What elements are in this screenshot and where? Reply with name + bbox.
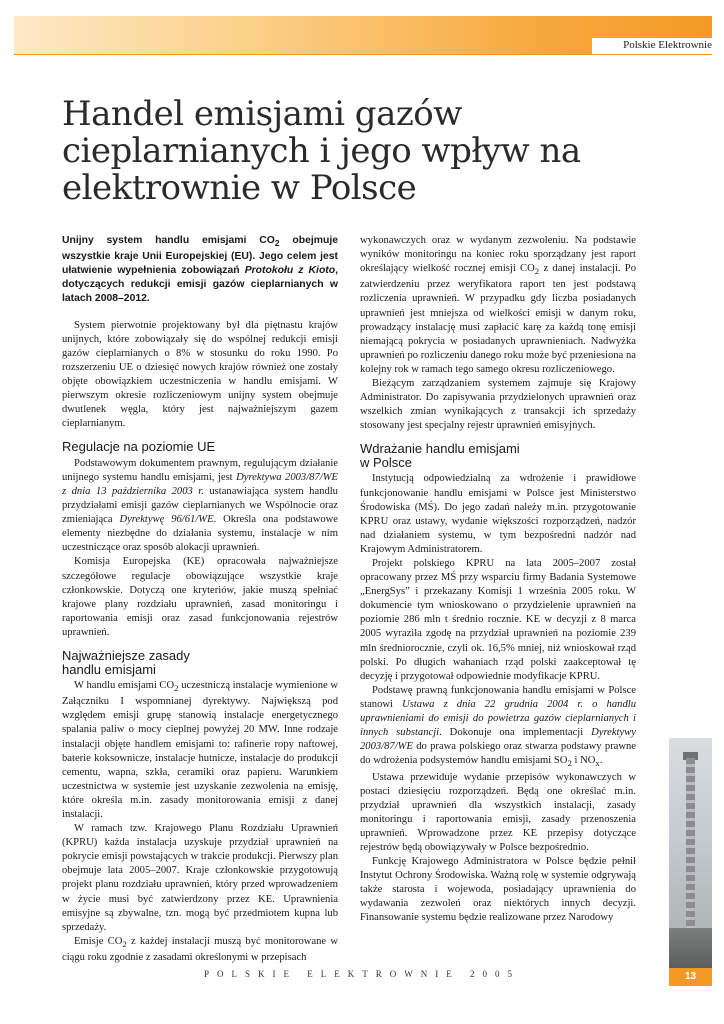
- heading-line: handlu emisjami: [62, 661, 156, 677]
- footer-publication: POLSKIE ELEKTROWNIE 2005: [204, 969, 520, 979]
- heading-line: Wdrażanie handlu emisjami: [360, 441, 520, 457]
- subscript: x: [595, 758, 600, 769]
- paragraph: Instytucją odpowiedzialną za wdrożenie i prawidłowe funkcjonowanie handlu emisjami w Polsce jest Ministerstwo Środowiska (MŚ). Do jego zadań należy m.in. przygotowanie KPRU oraz ustawy, wydanie większości rozporządzeń, nadzór nad działaniem systemu, w tym bezpośredni nadzór nad Krajowym Administratorem.: [360, 473, 636, 555]
- emphasis: Dyrektywę 96/61/WE: [119, 514, 214, 526]
- lead-text: obejmuje wszystkie kraje Unii Europejskiej (EU). Jego celem jest ułatwienie wypełnienia zobowiązań: [62, 235, 338, 277]
- text: . Dokonuje ona implementacji: [439, 727, 592, 739]
- lead-text: , dotyczących redukcji emisji gazów cieplarnianych w latach 2008–2012.: [62, 265, 338, 305]
- section-heading-wdrazanie: [360, 442, 636, 469]
- paragraph: [62, 679, 338, 822]
- paragraph: [62, 457, 338, 556]
- header-band: [14, 16, 712, 54]
- subscript: 2: [174, 683, 179, 694]
- paragraph: System pierwotnie projektowany był dla piętnastu krajów unijnych, które zobowiązały się do wspólnej redukcji emisji gazów cieplarnianych o 8% w stosunku do roku 1990. Po rozszerzeniu UE o dziesięć nowych krajów również one zostały objęte obowiązkiem uczestniczenia w handlu emisjami. W pierwszym okresie rozliczeniowym unijny system obejmuje dwutlenek węgla, który jest najważniejszym gazem cieplarnianym.: [62, 319, 338, 430]
- text: ustanawiająca system handlu przydziałami emisji gazów cieplarnianych we Wspólnocie oraz zmieniająca: [62, 485, 338, 526]
- paragraph: W ramach tzw. Krajowego Planu Rozdziału Uprawnień (KPRU) każda instalacja uzyskuje przydział uprawnień na pokrycie emisji powstających w trakcie produkcji. Pierwszy plan obejmuje lata 2005–2007. Kraje członkowskie przygotowują projekt planu rozdziału uprawnień, który przed wprowadzeniem w życie musi być zatwierdzony przez KE. Uprawnienia emisyjne są zbywalne, tzn. mogą być przedmiotem kupna lub sprzedaży.: [62, 823, 338, 933]
- emphasis: Ustawa z dnia 22 grudnia 2004 r. o handlu uprawnieniami do emisji do powietrza gazów cieplarnianych i innych substancji: [360, 698, 636, 739]
- emphasis: Dyrektywy 2003/87/WE: [360, 727, 636, 753]
- paragraph: Projekt polskiego KPRU na lata 2005–2007 został opracowany przez MŚ przy wsparciu firmy Badania Systemowe „EnergSys” i przekazany Komisji 1 września 2005 roku. W dokumencie tym wnioskowano o przydzielenie uprawnień na poziomie 286 mln t średnio rocznie. KE w decyzji z 8 marca 2005 wyraziła zgodę na przydział uprawnień na poziomie 239 mln średniorocznie, czyli ok. 16,5% mniej, niż wnioskował rząd polski. Po długich wahaniach rząd polski zaakceptował tę decyzję i przygotował odpowiednie modyfikacje KPRU.: [360, 557, 636, 682]
- right-column: [360, 234, 636, 926]
- text: W handlu emisjami CO: [74, 680, 175, 692]
- text: z danej instalacji. Po zatwierdzeniu przez weryfikatora raport ten jest podstawą rozliczenia uprawnień. W przypadku gdy liczba posiadanych uprawnień jest mniejsza od wielkości emisji w danym roku, prowadzący instalację musi zapłacić karę za każdą tonę emisji niemającą pokrycia w posiadanych uprawnieniach. Nadwyżka uprawnień po rozliczeniu danego roku może być przeniesiona na kolejny rok w ramach tego samego okresu rozliczeniowego.: [360, 263, 636, 375]
- subscript: 2: [122, 938, 127, 949]
- paragraph: Komisja Europejska (KE) opracowała najważniejsze szczegółowe regulacje obowiązujące wszystkie kraje członkowskie. Dotyczą one kryteriów, jakie muszą spełniać krajowe plany rozdziału uprawnień, zasad monitoringu i raportowania emisji oraz zasad funkcjonowania rejestrów uprawnień.: [62, 556, 338, 638]
- page-number: 13: [669, 968, 712, 986]
- text: Podstawę prawną funkcjonowania handlu emisjami w Polsce stanowi: [360, 684, 636, 710]
- paragraph: [62, 935, 338, 965]
- header-label: Polskie Elektrownie: [623, 39, 712, 51]
- left-column: [62, 234, 338, 965]
- text: uczestniczą instalacje wymienione w Załączniku I wspomnianej dyrektywy. Największą pod względem emisji grupę stanowią instalacje energetycznego spalania paliw o mocy cieplnej powyżej 20 MW. Inne rodzaje instalacji objęte handlem emisjami to: rafinerie ropy naftowej, baterie koksownicze, instalacje hutnicze, instalacje do produkcji cementu, wapna, szkła, ceramiki oraz papieru. Warunkiem uczestnictwa w systemie jest uzyskanie zezwolenia na emisję, które określa m.in. zasady monitorowania emisji z danej instalacji.: [62, 680, 338, 820]
- paragraph: Ustawa przewiduje wydanie przepisów wykonawczych w postaci dziesięciu rozporządzeń. Będą one określać m.in. przydział uprawnień dla wszystkich instalacji, zasady monitoringu i raportowania emisji, zasady przenoszenia uprawnień. Wprowadzone przez KE przepisy dotyczące rejestrów będą obowiązywały w Polsce bezpośrednio.: [360, 771, 636, 853]
- article-lead: [62, 234, 338, 307]
- text: i NO: [571, 755, 596, 767]
- text: wykonawczych oraz w wydanym zezwoleniu. Na podstawie wyników monitoringu na koniec roku sporządzany jest raport określający wielkość rocznej emisji CO: [360, 235, 636, 275]
- subscript: 2: [534, 266, 540, 277]
- text: .: [599, 755, 603, 767]
- section-heading-regulacje: Regulacje na poziomie UE: [62, 439, 216, 455]
- paragraph: [360, 234, 636, 377]
- plant-building-shape: [669, 928, 712, 968]
- section-heading-zasady: [62, 649, 338, 676]
- power-plant-photo: [669, 738, 712, 968]
- paragraph: Funkcję Krajowego Administratora w Polsce będzie pełnił Instytut Ochrony Środowiska. Ważną rolę w systemie odgrywają także starosta i wojewoda, posiadający uprawnienia do wydawania zezwoleń oraz niektórych innych decyzji. Finansowanie systemu będzie realizowane przez Narodowy: [360, 856, 636, 924]
- lead-text: Unijny system handlu emisjami CO: [62, 235, 275, 246]
- lead-emphasis: Protokołu z Kioto: [244, 265, 336, 277]
- text: Podstawowym dokumentem prawnym, regulującym działanie unijnego systemu handlu emisjami, jest: [62, 457, 338, 483]
- text: . Określa ona podstawowe elementy niezbędne do działania systemu, instalacje w nim uczestniczące oraz sposób alokacji uprawnień.: [62, 514, 338, 554]
- heading-line: Najważniejsze zasady: [62, 648, 190, 664]
- header-rule: [14, 54, 712, 55]
- subscript: 2: [567, 758, 572, 769]
- text: Emisje CO: [74, 935, 123, 947]
- paragraph: Bieżącym zarządzaniem systemem zajmuje się Krajowy Administrator. Do zapisywania przydzielonych uprawnień oraz wszelkich zmian wynikających z transakcji ich sprzedaży stosowany jest specjalny rejestr uprawnień emisyjnych.: [360, 378, 636, 432]
- emphasis: Dyrektywa 2003/87/WE z dnia 13 października 2003 r.: [62, 471, 339, 497]
- text: z każdej instalacji muszą być monitorowane w ciągu roku zgodnie z zasadami określonymi w przepisach: [62, 935, 338, 964]
- heading-line: w Polsce: [360, 454, 413, 470]
- article-title: Handel emisjami gazów cieplarnianych i jego wpływ na elektrownie w Polsce: [62, 94, 581, 208]
- paragraph: [360, 684, 636, 771]
- lead-subscript: 2: [274, 238, 280, 249]
- text: do prawa polskiego oraz stwarza podstawy prawne do wdrożenia podsystemów handlu emisjami SO: [360, 741, 636, 767]
